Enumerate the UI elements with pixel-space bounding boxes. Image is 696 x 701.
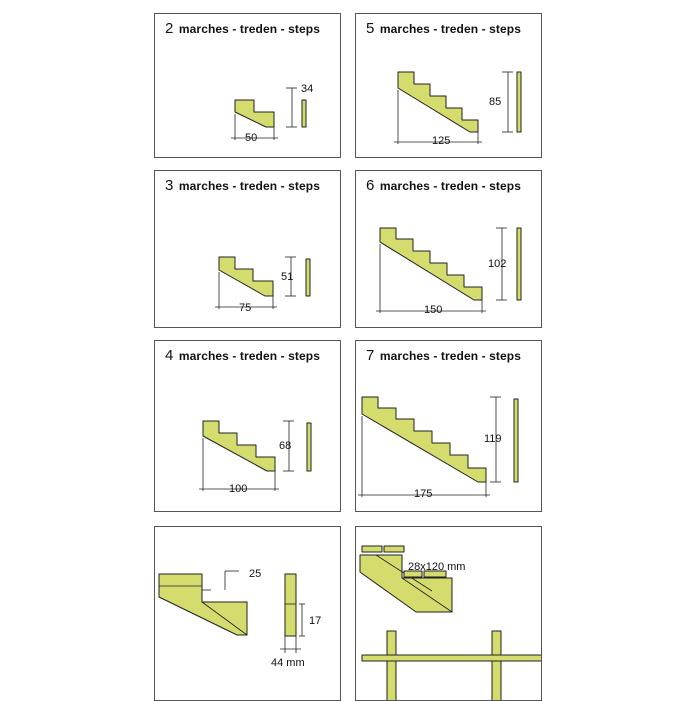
- step-count: 5: [366, 20, 375, 37]
- width-label: 100: [229, 483, 248, 495]
- title-text: marches - treden - steps: [379, 22, 522, 36]
- stringer: [380, 228, 482, 300]
- title-text: marches - treden - steps: [178, 22, 321, 36]
- width-label: 50: [245, 132, 258, 144]
- width-label: 150: [424, 304, 443, 316]
- step-detail-diagram: [155, 527, 341, 701]
- stringer: [235, 100, 274, 127]
- side-view-post: [517, 72, 521, 132]
- title-text: marches - treden - steps: [178, 349, 321, 363]
- height-label: 102: [488, 258, 507, 270]
- width-label: 175: [414, 488, 433, 500]
- panel-tread-detail: [355, 526, 542, 701]
- tread-detail-diagram: [356, 527, 542, 701]
- step-count: 7: [366, 347, 375, 364]
- height-label: 85: [489, 96, 502, 108]
- side-view-post: [517, 228, 521, 300]
- side-view-post: [306, 259, 310, 296]
- tread-size-label: 28x120 mm: [408, 561, 466, 573]
- height-label: 119: [484, 433, 502, 445]
- panel-step-detail: [154, 526, 341, 701]
- side-view-post: [514, 399, 518, 482]
- panel-6-steps: [355, 170, 542, 328]
- stringer: [398, 72, 478, 132]
- side-view-post: [302, 100, 306, 127]
- title-text: marches - treden - steps: [379, 179, 522, 193]
- stringer-detail: [159, 574, 247, 635]
- dim-17-label: 17: [309, 615, 322, 627]
- side-view-post: [285, 574, 296, 636]
- width-label: 125: [432, 135, 451, 147]
- staircase-6-diagram: [356, 171, 542, 328]
- panel-3-steps: [154, 170, 341, 328]
- side-view-post: [307, 423, 311, 471]
- width-label: 75: [239, 302, 252, 314]
- title-text: marches - treden - steps: [379, 349, 522, 363]
- step-count: 2: [165, 20, 174, 37]
- dim-44-label: 44 mm: [271, 657, 305, 669]
- post-right: [492, 631, 501, 701]
- panel-2-steps: [154, 13, 341, 158]
- step-count: 4: [165, 347, 174, 364]
- staircase-7-diagram: [356, 341, 542, 512]
- post-left: [387, 631, 396, 701]
- panel-4-steps: [154, 340, 341, 512]
- dim-25-label: 25: [249, 568, 262, 580]
- title-text: marches - treden - steps: [178, 179, 321, 193]
- height-label: 34: [301, 83, 314, 95]
- height-label: 51: [281, 271, 294, 283]
- step-count: 6: [366, 177, 375, 194]
- stringer: [362, 397, 486, 482]
- panel-7-steps: [355, 340, 542, 512]
- staircase-4-diagram: [155, 341, 341, 512]
- height-label: 68: [279, 440, 292, 452]
- stringer: [203, 421, 275, 471]
- panel-5-steps: [355, 13, 542, 158]
- tread-board: [362, 546, 382, 552]
- tread-beam: [362, 655, 542, 661]
- step-count: 3: [165, 177, 174, 194]
- stringer: [219, 257, 273, 296]
- tread-board: [384, 546, 404, 552]
